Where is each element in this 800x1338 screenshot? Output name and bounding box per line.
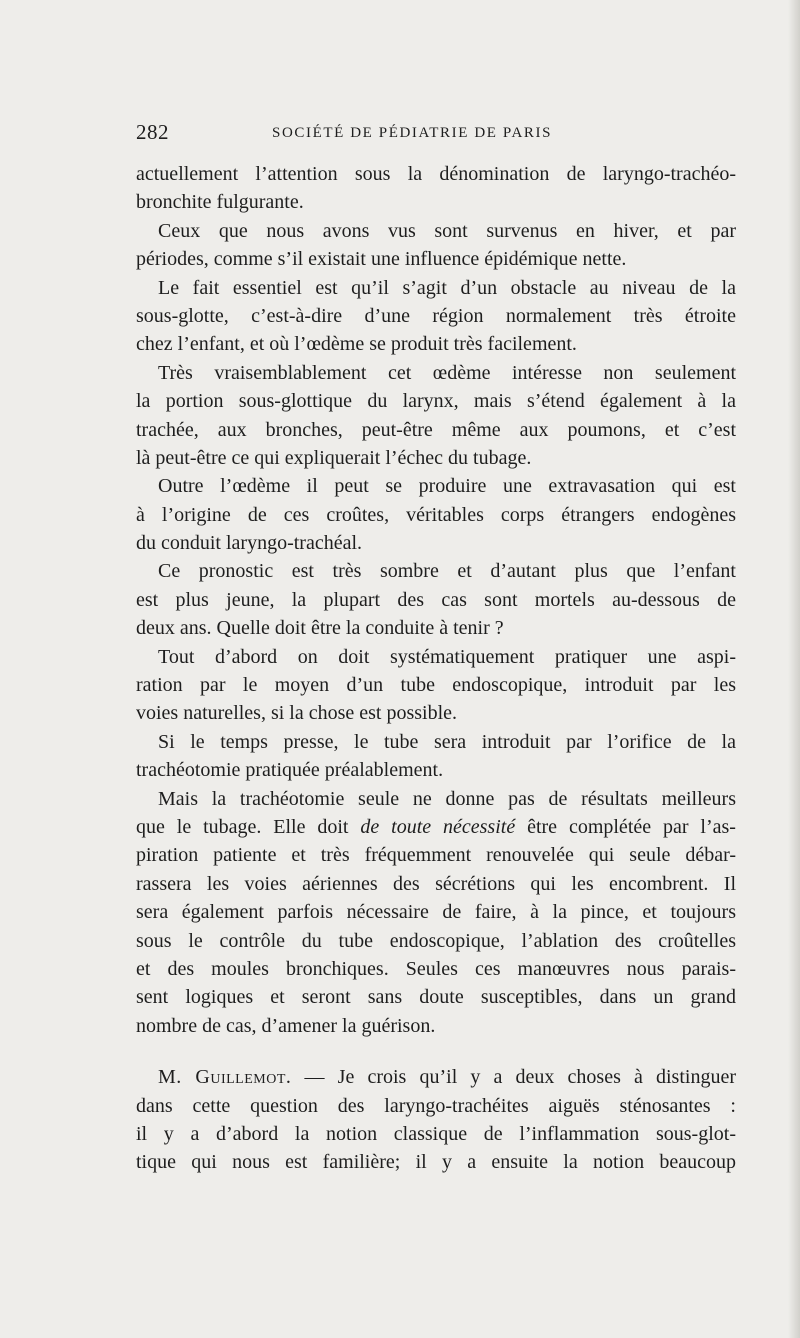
text-line: sera également parfois nécessaire de faire, à la pince, et toujours (136, 901, 736, 924)
text-line: et des moules bronchiques. Seules ces manœuvres nous parais- (136, 957, 736, 980)
text-line: Très vraisemblablement cet œdème intéresse non seulement (158, 361, 736, 384)
italic-emphasis: de toute nécessité (360, 815, 516, 838)
text-line: voies naturelles, si la chose est possible. (136, 702, 458, 725)
text-line: Si le temps presse, le tube sera introduit par l’orifice de la (158, 730, 736, 753)
text-line: sous le contrôle du tube endoscopique, l’ablation des croûtelles (136, 929, 736, 952)
text-line: trachéotomie pratiquée préalablement. (136, 759, 444, 782)
text-line: Tout d’abord on doit systématiquement pratiquer une aspi- (158, 645, 736, 668)
text-line: ration par le moyen d’un tube endoscopique, introduit par les (136, 674, 736, 697)
text-line: rassera les voies aériennes des sécrétions qui les encombrent. Il (136, 872, 736, 895)
text-line: Ce pronostic est très sombre et d’autant plus que l’enfant (158, 560, 736, 583)
text-line: du conduit laryngo-trachéal. (136, 532, 363, 555)
running-title: SOCIÉTÉ DE PÉDIATRIE DE PARIS (272, 125, 553, 141)
text-line: trachée, aux bronches, peut-être même aux poumons, et c’est (136, 418, 736, 441)
speaker-name: M. Guillemot. (158, 1066, 292, 1089)
page-edge (788, 0, 800, 1338)
text-run: — Je crois qu’il y a deux choses à distinguer (291, 1066, 736, 1089)
text-line: Mais la trachéotomie seule ne donne pas de résultats meilleurs (158, 787, 736, 810)
text-line: Outre l’œdème il peut se produire une extravasation qui est (158, 475, 736, 498)
text-line: tique qui nous est familière; il y a ensuite la notion beaucoup (136, 1151, 736, 1174)
text-line: sent logiques et seront sans doute susceptibles, dans un grand (136, 986, 736, 1009)
page-number: 282 (136, 120, 169, 144)
text-line: nombre de cas, d’amener la guérison. (136, 1014, 436, 1037)
text-line: il y a d’abord la notion classique de l’inflammation sous-glot- (136, 1122, 736, 1145)
text-line: sous-glotte, c’est-à-dire d’une région normalement très étroite (136, 304, 736, 327)
text-run: être complétée par l’as- (515, 815, 736, 838)
text-line: est plus jeune, la plupart des cas sont mortels au-dessous de (136, 588, 736, 611)
page-header (136, 120, 736, 156)
text-line: actuellement l’attention sous la dénomination de laryngo-trachéo- (136, 163, 736, 185)
text-line: à l’origine de ces croûtes, véritables corps étrangers endogènes (136, 503, 736, 526)
text-line: périodes, comme s’il existait une influence épidémique nette. (136, 248, 627, 271)
text-line: là peut-être ce qui expliquerait l’échec du tubage. (136, 446, 532, 469)
body-text (136, 160, 736, 1177)
text-line (136, 1063, 736, 1091)
text-line: Ceux que nous avons vus sont survenus en hiver, et par (158, 219, 736, 242)
text-run: que le tubage. Elle doit (136, 815, 361, 838)
text-line: chez l’enfant, et où l’œdème se produit très facilement. (136, 333, 577, 356)
text-line: piration patiente et très fréquemment renouvelée qui seule débar- (136, 844, 736, 867)
paragraph-gap (136, 1040, 736, 1063)
text-line: deux ans. Quelle doit être la conduite à tenir ? (136, 617, 504, 640)
text-line: Le fait essentiel est qu’il s’agit d’un obstacle au niveau de la (158, 276, 736, 299)
text-line: bronchite fulgurante. (136, 191, 304, 214)
text-line: la portion sous-glottique du larynx, mais s’étend également à la (136, 390, 736, 413)
text-line (136, 813, 736, 841)
text-line: dans cette question des laryngo-trachéites aiguës sténosantes : (136, 1094, 736, 1117)
